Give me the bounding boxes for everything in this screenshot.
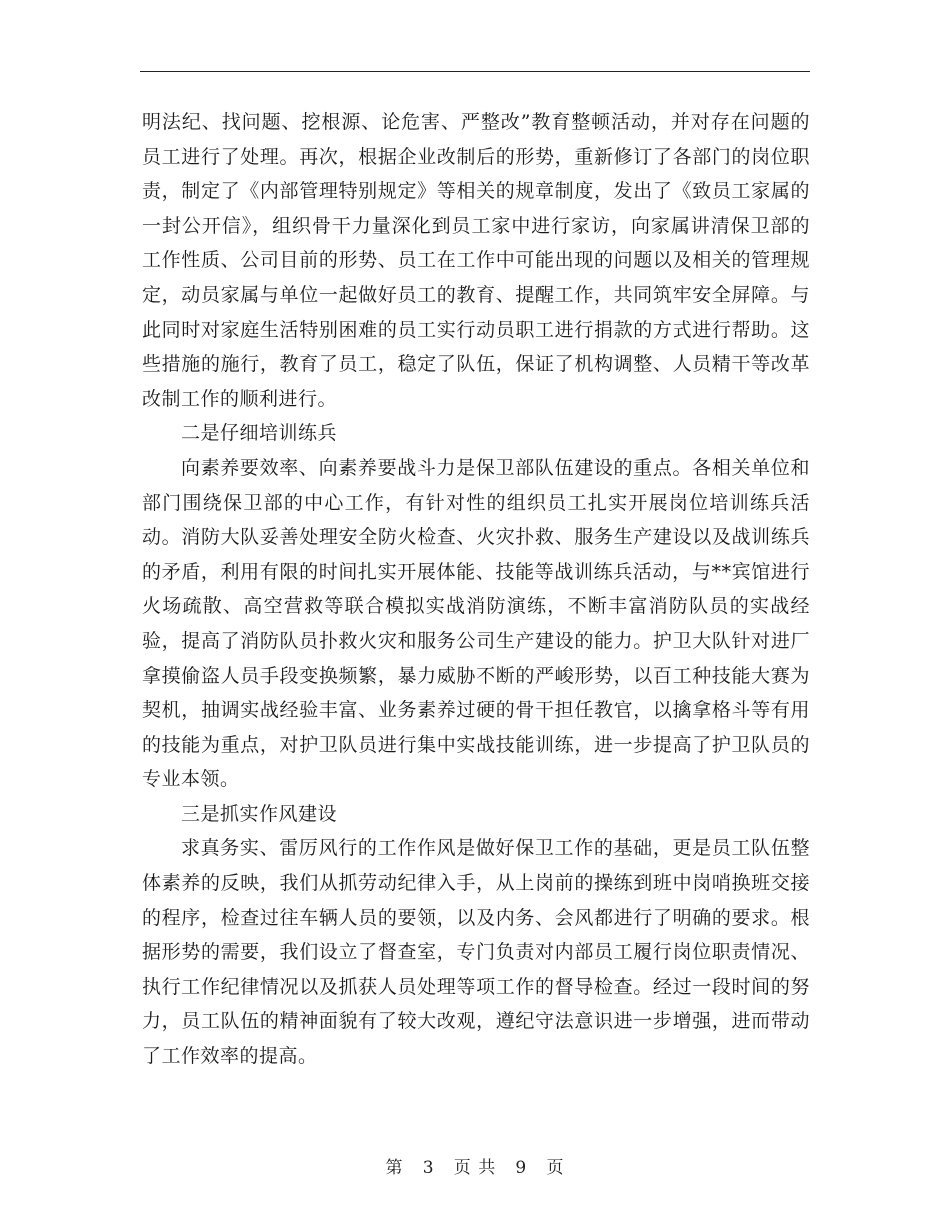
- document-body: [142, 105, 810, 1074]
- current-page-number: 3: [422, 1158, 435, 1178]
- paragraph: 明法纪、找问题、挖根源、论危害、严整改”教育整顿活动，并对存在问题的员工进行了处理。再次，根据企业改制后的形势，重新修订了各部门的岗位职责，制定了《内部管理特别规定》等相关的规章制度，发出了《致员工家属的一封公开信》，组织骨干力量深化到员工家中进行家访，向家属讲清保卫部的工作性质、公司目前的形势、员工在工作中可能出现的问题以及相关的管理规定，动员家属与单位一起做好员工的教育、提醒工作，共同筑牢安全屏障。与此同时对家庭生活特别困难的员工实行动员职工进行捐款的方式进行帮助。这些措施的施行，教育了员工，稳定了队伍，保证了机构调整、人员精干等改革改制工作的顺利进行。: [142, 111, 810, 410]
- page-footer: [0, 1153, 950, 1178]
- header-rule: [140, 71, 810, 72]
- footer-suffix: 页: [546, 1158, 565, 1178]
- footer-prefix: 第: [385, 1158, 404, 1178]
- footer-middle: 页 共: [453, 1158, 497, 1178]
- paragraph: 向素养要效率、向素养要战斗力是保卫部队伍建设的重点。各相关单位和部门围绕保卫部的中心工作，有针对性的组织员工扎实开展岗位培训练兵活动。消防大队妥善处理安全防火检查、火灾扑救、服务生产建设以及战训练兵的矛盾，利用有限的时间扎实开展体能、技能等战训练兵活动，与**宾馆进行火场疏散、高空营救等联合模拟实战消防演练，不断丰富消防队员的实战经验，提高了消防队员扑救火灾和服务公司生产建设的能力。护卫大队针对进厂拿摸偷盗人员手段变换频繁，暴力威胁不断的严峻形势，以百工种技能大赛为契机，抽调实战经验丰富、业务素养过硬的骨干担任教官，以擒拿格斗等有用的技能为重点，对护卫队员进行集中实战技能训练，进一步提高了护卫队员的专业本领。: [142, 456, 810, 791]
- section-heading: 二是仔细培训练兵: [180, 422, 337, 445]
- total-pages: 9: [515, 1158, 528, 1178]
- paragraph: 求真务实、雷厉风行的工作作风是做好保卫工作的基础，更是员工队伍整体素养的反映，我们从抓劳动纪律入手，从上岗前的操练到班中岗哨换班交接的程序，检查过往车辆人员的要领，以及内务、会风都进行了明确的要求。根据形势的需要，我们设立了督查室，专门负责对内部员工履行岗位职责情况、执行工作纪律情况以及抓获人员处理等项工作的督导检查。经过一段时间的努力，员工队伍的精神面貌有了较大改观，遵纪守法意识进一步增强，进而带动了工作效率的提高。: [142, 837, 810, 1068]
- section-heading: 三是抓实作风建设: [180, 802, 337, 825]
